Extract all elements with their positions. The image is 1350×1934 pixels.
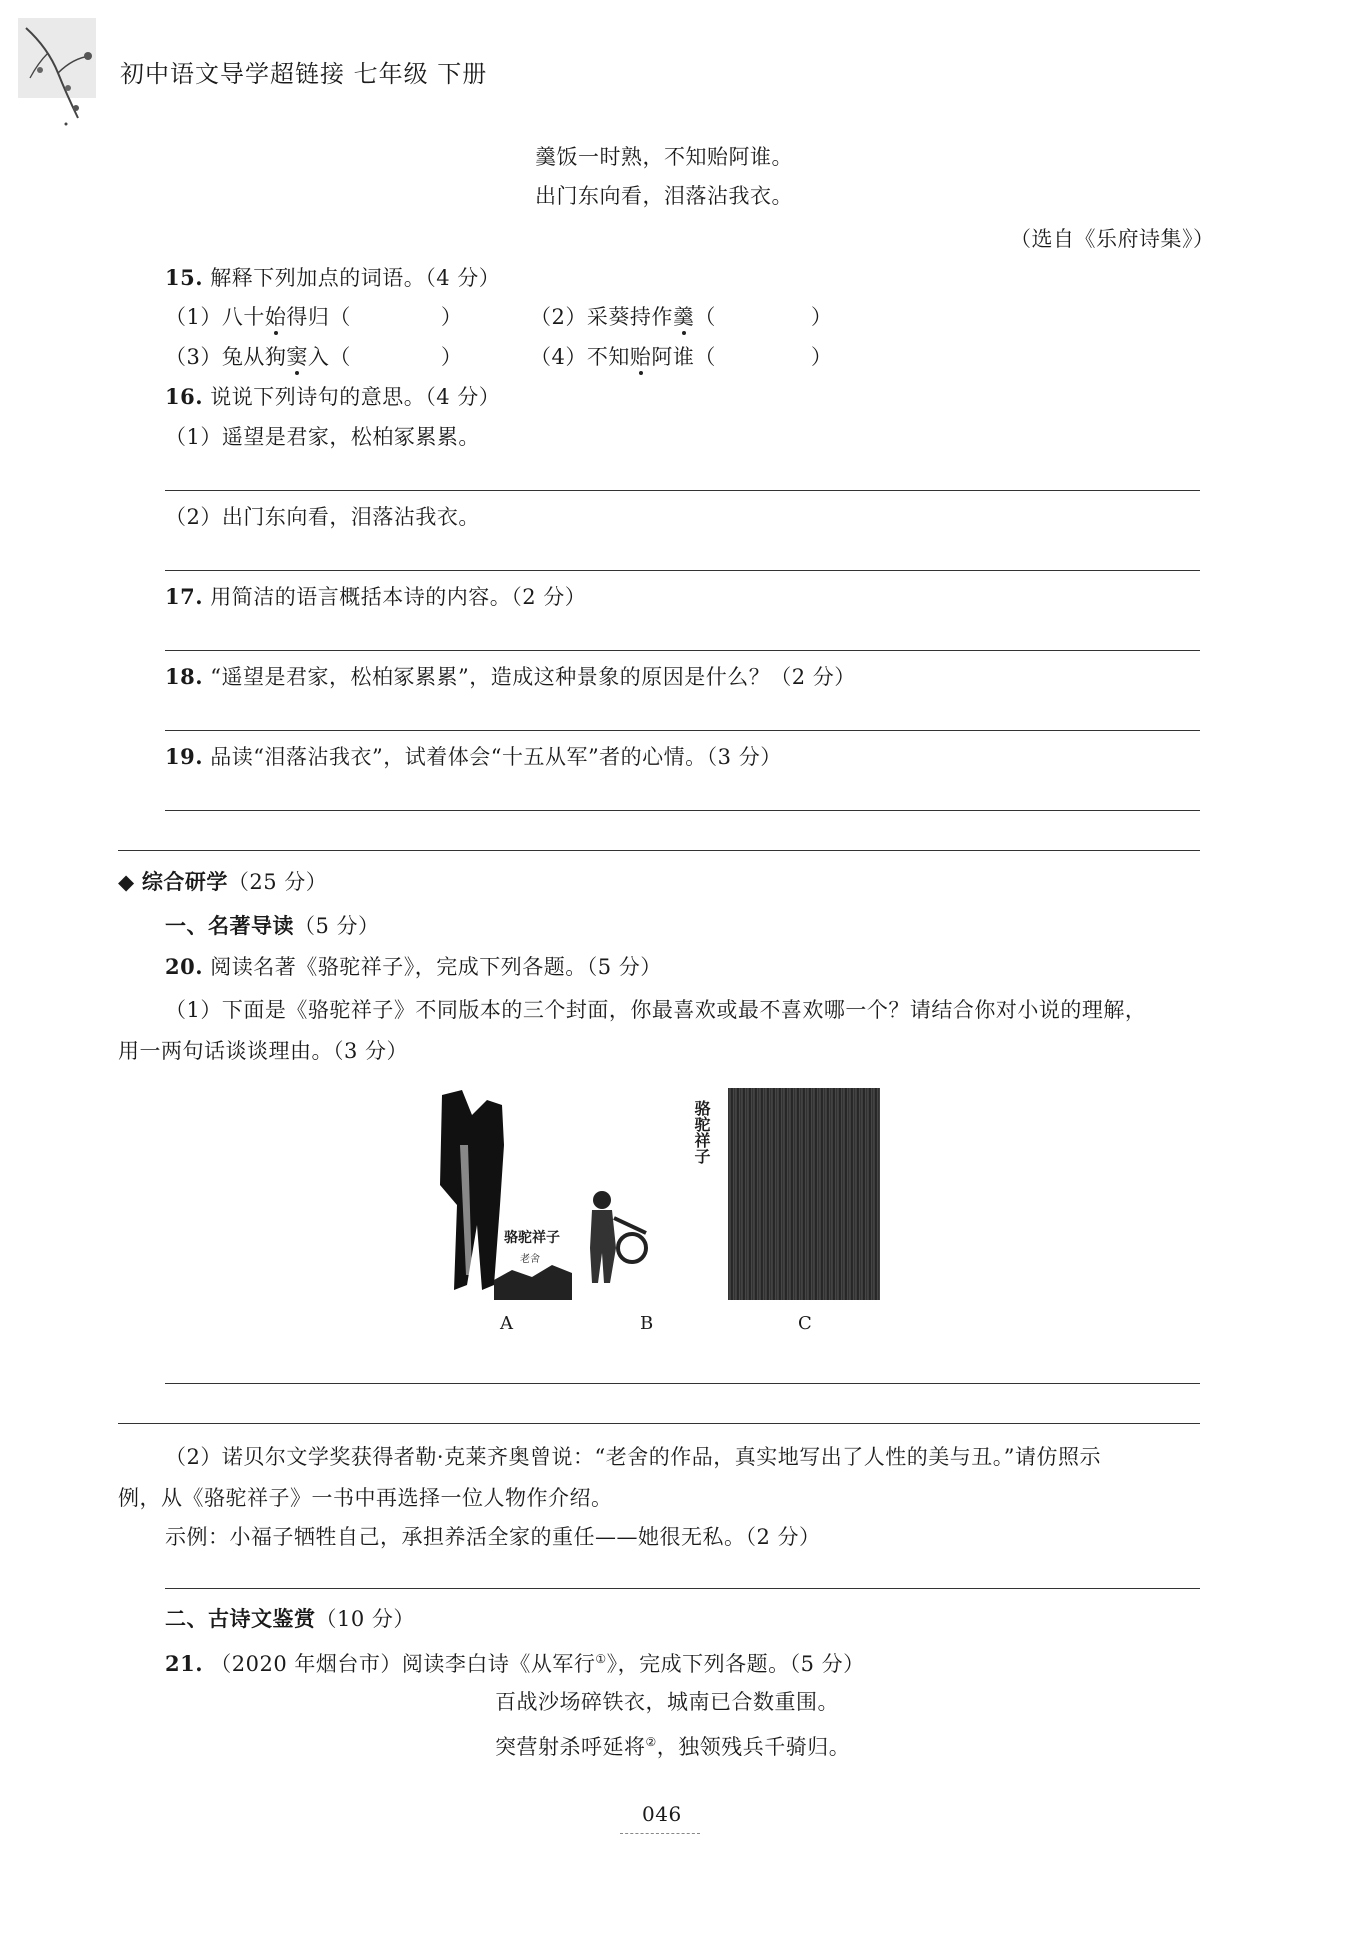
cover-a-image — [432, 1085, 572, 1300]
answer-line[interactable] — [165, 1588, 1200, 1589]
answer-line[interactable] — [165, 1383, 1200, 1384]
item-text: （4）不知 — [530, 345, 630, 369]
q20-sub-2-line-2: 例，从《骆驼祥子》一书中再选择一位人物作介绍。 — [118, 1486, 613, 1510]
question-number: 16. — [165, 384, 204, 409]
question-number: 20. — [165, 954, 204, 979]
question-21 — [165, 1645, 865, 1678]
rickshaw-puller-icon — [580, 1188, 650, 1288]
item-text: 阿谁（ — [651, 345, 716, 369]
q20-sub-2-line-1: （2）诺贝尔文学奖获得者勒·克莱齐奥曾说：“老舍的作品，真实地写出了人性的美与丑。”请仿照示 — [165, 1445, 1102, 1469]
q15-item-2 — [530, 303, 832, 331]
dotted-char: 始 — [264, 305, 287, 329]
poem-source: （选自《乐府诗集》） — [1010, 227, 1215, 251]
answer-line[interactable] — [118, 1423, 1200, 1424]
answer-line[interactable] — [165, 730, 1200, 731]
question-text: 说说下列诗句的意思。（4 分） — [210, 385, 501, 409]
cover-c-image — [728, 1088, 880, 1300]
q15-item-3 — [165, 343, 462, 371]
item-text: 入（ — [307, 345, 351, 369]
cover-label-c: C — [798, 1313, 812, 1334]
question-20 — [165, 953, 662, 981]
cover-b-image — [580, 1188, 650, 1288]
question-text: 用简洁的语言概括本诗的内容。（2 分） — [210, 585, 587, 609]
cover-c-spine — [680, 1085, 720, 1300]
cover-a-author: 老舍 — [520, 1254, 540, 1265]
question-text: 》，完成下列各题。（5 分） — [606, 1652, 865, 1676]
q15-item-1 — [165, 303, 462, 331]
cover-label-b: B — [640, 1313, 654, 1334]
item-text: ） — [810, 345, 833, 369]
question-text: 解释下列加点的词语。（4 分） — [210, 266, 501, 290]
part-score: （5 分） — [294, 914, 380, 938]
plum-blossom-decoration — [18, 18, 98, 128]
cover-label-a: A — [500, 1313, 513, 1334]
q16-sub-2: （2）出门东向看，泪落沾我衣。 — [165, 505, 480, 529]
poem-text: ，独领残兵千骑归。 — [656, 1735, 851, 1759]
camel-silhouette-icon — [432, 1085, 572, 1300]
cover-a-title: 骆驼祥子 — [504, 1230, 560, 1246]
poem-text: 突营射杀呼延将 — [495, 1735, 646, 1759]
poem-2-line-1: 百战沙场碎铁衣，城南已合数重围。 — [495, 1690, 839, 1714]
question-text: 品读“泪落沾我衣”，试着体会“十五从军”者的心情。（3 分） — [210, 745, 782, 769]
question-number: 17. — [165, 584, 204, 609]
section-title: 综合研学 — [141, 870, 228, 894]
question-text: （2020 年烟台市）阅读李白诗《从军行 — [210, 1652, 596, 1676]
question-number: 15. — [165, 265, 204, 290]
footnote-marker: ② — [645, 1735, 657, 1749]
question-number: 21. — [165, 1651, 204, 1676]
poem-line-2: 出门东向看，泪落沾我衣。 — [535, 184, 793, 208]
cover-c-title: 骆驼祥子 — [692, 1100, 711, 1164]
question-18 — [165, 663, 856, 691]
part-1-heading — [165, 912, 380, 940]
part-2-heading — [165, 1605, 415, 1633]
answer-line[interactable] — [165, 650, 1200, 651]
part-title: 一、名著导读 — [165, 914, 294, 938]
footer-divider — [620, 1833, 700, 1834]
item-text: （1）八十 — [165, 305, 265, 329]
q20-example: 示例：小福子牺牲自己，承担养活全家的重任——她很无私。（2 分） — [165, 1525, 821, 1549]
diamond-icon: ◆ — [118, 870, 135, 894]
dotted-char: 羹 — [672, 305, 695, 329]
item-text: 得归（ — [286, 305, 351, 329]
question-15 — [165, 264, 500, 292]
part-score: （10 分） — [315, 1607, 415, 1631]
question-text: 阅读名著《骆驼祥子》，完成下列各题。（5 分） — [210, 955, 662, 979]
item-text: （3）兔从狗 — [165, 345, 287, 369]
question-number: 19. — [165, 744, 204, 769]
page-header-title: 初中语文导学超链接 七年级 下册 — [120, 60, 488, 88]
page-number: 046 — [642, 1802, 682, 1826]
q16-sub-1: （1）遥望是君家，松柏冢累累。 — [165, 425, 480, 449]
section-score: （25 分） — [227, 870, 328, 894]
dotted-char: 窦 — [286, 345, 308, 369]
footnote-marker: ① — [595, 1652, 607, 1666]
item-text: ） — [440, 305, 463, 329]
dotted-char: 贻 — [629, 345, 652, 369]
q15-item-4 — [530, 343, 832, 371]
q20-sub-1-line-1: （1）下面是《骆驼祥子》不同版本的三个封面，你最喜欢或最不喜欢哪一个？请结合你对小说的理解， — [165, 998, 1147, 1022]
answer-line[interactable] — [118, 850, 1200, 851]
item-text: （2）采葵持作 — [530, 305, 673, 329]
question-19 — [165, 743, 782, 771]
answer-line[interactable] — [165, 570, 1200, 571]
question-text: “遥望是君家，松柏冢累累”，造成这种景象的原因是什么？（2 分） — [210, 665, 856, 689]
answer-line[interactable] — [165, 490, 1200, 491]
poem-line-1: 羹饭一时熟，不知贻阿谁。 — [535, 145, 793, 169]
item-text: ） — [440, 345, 463, 369]
question-16 — [165, 383, 500, 411]
item-text: （ — [694, 305, 716, 329]
q20-sub-1-line-2: 用一两句话谈谈理由。（3 分） — [118, 1039, 409, 1063]
part-title: 二、古诗文鉴赏 — [165, 1607, 316, 1631]
poem-2-line-2 — [495, 1728, 850, 1761]
question-number: 18. — [165, 664, 204, 689]
answer-line[interactable] — [165, 810, 1200, 811]
section-heading — [118, 868, 327, 896]
item-text: ） — [810, 305, 833, 329]
question-17 — [165, 583, 586, 611]
